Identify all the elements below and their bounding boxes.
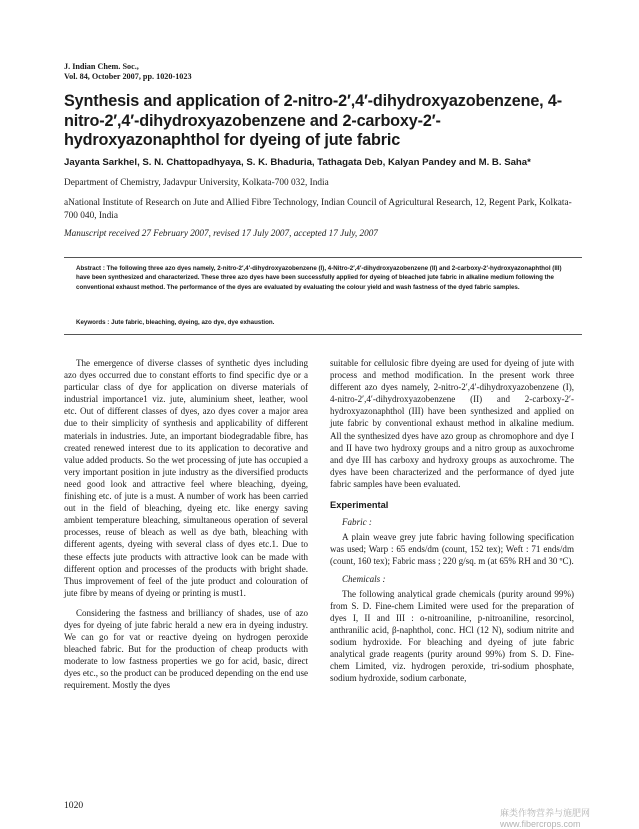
journal-name: J. Indian Chem. Soc., xyxy=(64,62,139,71)
body-paragraph: The emergence of diverse classes of synthetic dyes including azo dyes occurred due to constant efforts to find specific dye or a particular class of dye for application on diverse materials of industrial importance1 viz. jute, aluminium sheet, leather, wool etc. Out of different classes of dyes, azo dyes cover a major area due to their simplicity of synthesis and applicability of different materials in industries. Jute, an important biodegradable fibre, has created renewed interest due to its application to decorative and value added products. So the wet processing of jute has occupied a very important position in jute industry as the diversified products need good look and attractive feel where bleaching, dyeing, finishing etc. of jute is a must. A number of work has been carried out in the field of bleaching, dyeing etc. like energy saving ambient temperature bleaching, simultaneous operation of several processes, reuse of bleach as well as dye bath, bleaching with different agents, dyeing with several class of dyes etc.1. Due to these effects jute products with attractive look can be made with different option and processes of the products with bright shade. Thus improvement of feel of the jute product and colouration of jute fibre by means of dyeing or printing is must1. xyxy=(64,358,308,598)
fabric-paragraph: A plain weave grey jute fabric having following specification was used; Warp : 65 ends/dm (count, 152 tex); Weft : 71 ends/dm (count, 160 tex); Fabric mass ; 220 g/sq. m (at 65% RH and 30 ºC). xyxy=(330,532,574,567)
journal-volume: Vol. 84, October 2007, pp. 1020-1023 xyxy=(64,71,192,81)
subheading-chemicals: Chemicals : xyxy=(342,573,386,584)
subheading-fabric: Fabric : xyxy=(342,517,372,528)
affiliation-secondary: aNational Institute of Research on Jute and Allied Fibre Technology, Indian Council of Agricultural Research, 12, Regent Park, Kolkata-700 040, India xyxy=(64,198,572,221)
watermark-text: 麻类作物营养与施肥网 www.fibercrops.com xyxy=(500,808,591,829)
chemicals-paragraph: The following analytical grade chemicals (purity around 99%) from S. D. Fine-chem Limited were used for the preparation of dyes I, II and III : o-nitroaniline, p-nitroaniline, resorcinol, anthranilic acid, β-naphthol, conc. HCl (12 N), sodium nitrite and sodium hydroxide. For bleaching and dyeing of jute fabric analytical grade reagents (purity around 99%) from S. D. Fine-chem Limited, viz. hydrogen peroxide, tri-sodium phosphate, sodium hydroxide, sodium carbonate, xyxy=(330,588,574,684)
section-heading-experimental: Experimental xyxy=(330,500,389,511)
manuscript-dates: Manuscript received 27 February 2007, revised 17 July 2007, accepted 17 July, 2007 xyxy=(64,228,378,238)
page-number: 1020 xyxy=(64,800,84,811)
keywords: Keywords : Jute fabric, bleaching, dyeing, azo dye, dye exhaustion. xyxy=(76,319,275,326)
abstract: Abstract : The following three azo dyes namely, 2-nitro-2′,4′-dihydroxyazobenzene (I), 4-Nitro-2′,4′-dihydroxyazobenzene (II) and 2-carboxy-2′-hydroxyazonaphthol (III) have been synthesized and characterized. These three azo dyes have been successfully applied for dyeing of bleached jute fabric in alkaline medium following the conventional exhaust method. The performance of the dyes are evaluated by evaluating the colour yield and wash fastness of the dyed fabric samples. xyxy=(76,265,562,291)
body-paragraph: Considering the fastness and brilliancy of shades, use of azo dyes for dyeing of jute fabric herald a new era in dyeing industry. We can go for vat or reactive dyeing on hydrogen peroxide bleached fabric. But for the production of cheap products with moderate to low fastness properties we go for acid, basic, direct dyes etc., so the product can be produced depending on the end use requirement. Mostly the dyes xyxy=(64,607,308,691)
body-paragraph: suitable for cellulosic fibre dyeing are used for dyeing of jute with process and method modification. In the present work three different azo dyes namely, 2-nitro-2′,4′-dihydroxyazobenzene (I), 4-nitro-2′,4′-dihydroxyazobenzene (II) and 2-carboxy-2′-hydroxyazonaphthol (III) have been synthesized and applied on jute fabric by conventional exhaust method in alkaline medium. All the synthesized dyes have azo group as chromophore and dye I and II have two hydroxy groups and a nitro group as auxochrome and dye III has carboxy and hydroxy groups as auxochrome. The dyes have been characterized and the performance of dyed jute fabric samples have been evaluated. xyxy=(330,358,574,489)
author-list: Jayanta Sarkhel, S. N. Chattopadhyaya, S. K. Bhaduria, Tathagata Deb, Kalyan Pandey and M. B. Saha* xyxy=(64,157,531,168)
body-column-left xyxy=(64,357,308,692)
affiliation-primary: Department of Chemistry, Jadavpur University, Kolkata-700 032, India xyxy=(64,178,329,188)
journal-header xyxy=(64,62,192,81)
paper-title: Synthesis and application of 2-nitro-2′,4′-dihydroxyazobenzene, 4-nitro-2′,4′-dihydroxyazobenzene and 2-carboxy-2′-hydroxyazonaphthol for dyeing of jute fabric xyxy=(64,92,562,149)
body-column-right xyxy=(330,357,574,684)
